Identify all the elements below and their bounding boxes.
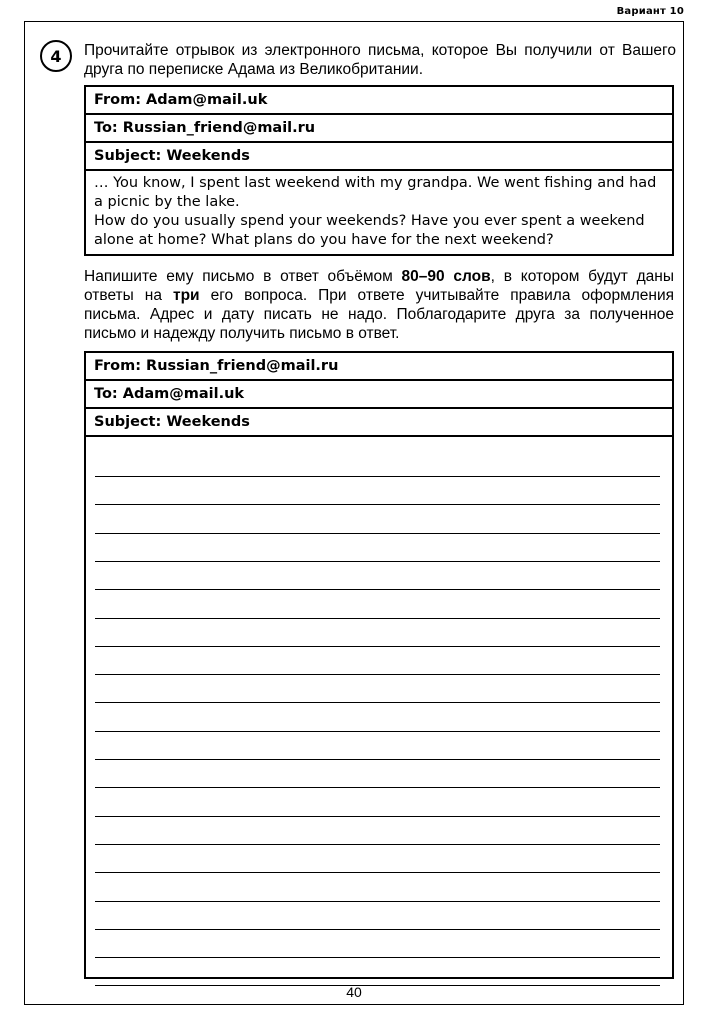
instructions-part-1: Напишите ему письмо в ответ объёмом: [84, 268, 402, 285]
answer-line: [95, 674, 660, 675]
variant-label: Вариант 10: [616, 6, 684, 17]
incoming-from: From: Adam@mail.uk: [86, 87, 672, 115]
incoming-subject: Subject: Weekends: [86, 143, 672, 171]
answer-line: [95, 731, 660, 732]
instructions-part-2: , в котором будут даны ответы на: [84, 268, 674, 304]
answer-line: [95, 589, 660, 590]
answer-line: [95, 533, 660, 534]
answer-line: [95, 476, 660, 477]
word-count: 80–90 слов: [401, 268, 491, 285]
answer-line: [95, 504, 660, 505]
answer-line: [95, 787, 660, 788]
incoming-to: To: Russian_friend@mail.ru: [86, 115, 672, 143]
answer-line: [95, 646, 660, 647]
reply-email-box: [84, 351, 674, 979]
reply-subject: Subject: Weekends: [86, 409, 672, 437]
answer-line: [95, 561, 660, 562]
answer-line: [95, 702, 660, 703]
answer-writing-area[interactable]: [86, 437, 672, 975]
incoming-body-paragraph-2: How do you usually spend your weekends? Have you ever spent a weekend alone at home? What plans do you have for the next weekend?: [94, 213, 645, 248]
incoming-body-paragraph-1: … You know, I spent last weekend with my grandpa. We went fishing and had a picnic by the lake.: [94, 175, 657, 210]
reply-to: To: Adam@mail.uk: [86, 381, 672, 409]
reply-from: From: Russian_friend@mail.ru: [86, 353, 672, 381]
answer-line: [95, 901, 660, 902]
three-emphasis: три: [172, 287, 200, 304]
incoming-body: [86, 171, 672, 254]
answer-line: [95, 929, 660, 930]
task-instructions: [84, 267, 674, 343]
answer-line: [95, 872, 660, 873]
page-number: 40: [346, 984, 362, 1000]
incoming-email-box: [84, 85, 674, 256]
answer-line: [95, 816, 660, 817]
instructions-part-3: его вопроса. При ответе учитывайте правила оформления письма. Адрес и дату писать не надо. Поблагодарите друга за полученное письмо и надежду получить письмо в ответ.: [84, 287, 675, 342]
answer-line: [95, 618, 660, 619]
task-number: 4: [40, 40, 72, 72]
answer-line: [95, 844, 660, 845]
answer-line: [95, 759, 660, 760]
task-intro: Прочитайте отрывок из электронного письма, которое Вы получили от Вашего друга по переписке Адама из Великобритании.: [84, 42, 676, 78]
answer-line: [95, 957, 660, 958]
